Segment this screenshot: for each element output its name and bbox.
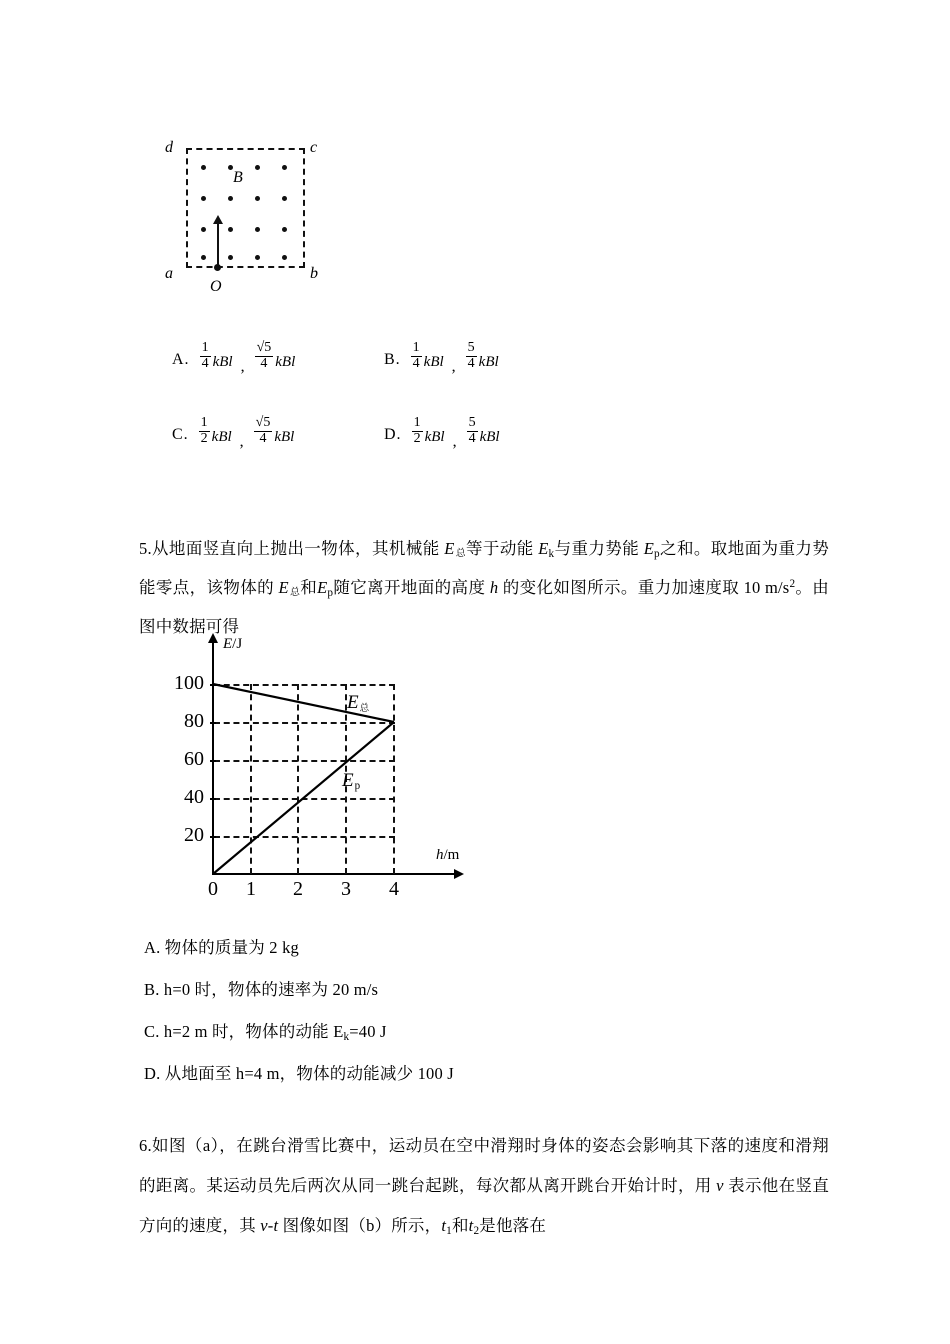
- option-D[interactable]: [384, 411, 500, 459]
- numerator: 1: [412, 339, 420, 355]
- chart-y-axis-label: E/J: [223, 636, 243, 652]
- symbol-E-total: E: [444, 539, 455, 558]
- corner-label-b: b: [310, 265, 318, 282]
- field-dot: [228, 227, 233, 232]
- question6-line-2: 的速度和滑翔的距离。某运动员先后两次从同一跳台起跳，每次都从离开跳台开始: [139, 1136, 830, 1195]
- option-D-fraction-2: [467, 416, 478, 446]
- symbol-E-k-subscript: k: [548, 548, 555, 561]
- numerator: 1: [413, 414, 421, 430]
- symbol-t1: t: [441, 1216, 447, 1235]
- option-D-separator: ,: [452, 433, 457, 450]
- option-D-letter: D.: [384, 426, 402, 443]
- symbol-E-total-2: E: [278, 578, 289, 597]
- symbol-E-total-subscript: 总: [455, 548, 467, 560]
- field-dot: [255, 255, 260, 260]
- field-dot: [282, 227, 287, 232]
- question6-stem: [139, 1126, 829, 1248]
- symbol-h: h: [489, 578, 499, 597]
- option-B-variable: h: [163, 980, 173, 999]
- question5-text-3: 与重力势能: [554, 539, 644, 558]
- option-C-fraction-2: [254, 416, 273, 446]
- series-label-E-p: Ep: [342, 770, 361, 793]
- question5-number: 5.: [139, 539, 152, 558]
- ytick-label-100: 100: [174, 672, 204, 694]
- option-C-text-mid: =2 m 时，物体的动能: [172, 1022, 334, 1041]
- numerator: √5: [256, 339, 272, 355]
- numerator: √5: [255, 414, 271, 430]
- option-B-unit-1: kBl: [423, 353, 444, 370]
- symbol-E-total-2-subscript: 总: [289, 587, 301, 599]
- question5-text-7: 的变化如图所示。重力加速度取 10 m/s: [498, 578, 790, 597]
- origin-point-marker: [214, 264, 221, 271]
- option-D-variable: h: [235, 1064, 245, 1083]
- option-A-text: 物体的质量为 2 kg: [160, 938, 299, 957]
- option-D-unit-1: kBl: [424, 428, 445, 445]
- field-dot: [282, 165, 287, 170]
- option-B-fraction-1: [411, 341, 422, 371]
- question5-option-D[interactable]: [144, 1064, 844, 1084]
- xtick-label-4: 4: [389, 878, 399, 900]
- option-B-unit-2: kBl: [478, 353, 499, 370]
- field-dot: [201, 165, 206, 170]
- corner-label-c: c: [310, 139, 318, 156]
- option-A[interactable]: [172, 336, 295, 384]
- question5-text-1: 从地面竖直向上抛出一物体，其机械能: [151, 539, 445, 558]
- option-C[interactable]: [172, 411, 294, 459]
- option-A-letter: A.: [172, 351, 190, 368]
- symbol-E-p-2-subscript: p: [327, 587, 334, 600]
- symbol-t2: t: [468, 1216, 474, 1235]
- series-label-E-total: E总: [347, 692, 370, 715]
- question5-option-C[interactable]: [144, 1022, 844, 1044]
- question6-line-3-part-5: 是他落在: [479, 1216, 547, 1235]
- denominator: 4: [412, 355, 420, 371]
- series-line-E-p: [213, 722, 394, 874]
- field-label-B: B: [233, 169, 243, 186]
- option-C-unit-2: kBl: [274, 428, 295, 445]
- corner-label-a: a: [165, 265, 173, 282]
- option-C-letter: C.: [172, 426, 189, 443]
- field-dot: [201, 227, 206, 232]
- option-C-fraction-1: [199, 416, 210, 446]
- numerator: 1: [200, 414, 208, 430]
- velocity-arrow-icon: [217, 223, 219, 268]
- option-D-letter: D.: [144, 1064, 161, 1083]
- ytick-label-80: 80: [184, 710, 204, 732]
- figure-magnetic-field: [160, 133, 360, 298]
- field-dot: [201, 196, 206, 201]
- question6-number: 6.: [139, 1136, 152, 1155]
- question5-stem: [139, 531, 829, 645]
- option-B-letter: B.: [144, 980, 160, 999]
- question4-options-row-2: [172, 411, 872, 459]
- option-A-fraction-2: [255, 341, 274, 371]
- question5-text-5: 和: [300, 578, 318, 597]
- option-A-letter: A.: [144, 938, 161, 957]
- option-B-text: =0 时，物体的速率为 20 m/s: [172, 980, 379, 999]
- option-C-letter: C.: [144, 1022, 160, 1041]
- numerator: 5: [468, 414, 476, 430]
- field-dot: [201, 255, 206, 260]
- field-dot: [255, 227, 260, 232]
- option-C-symbol-E: E: [333, 1022, 344, 1041]
- chart-x-axis-label: h/m: [436, 847, 460, 863]
- field-dot: [228, 196, 233, 201]
- option-D-text-end: =4 m，物体的动能减少 100 J: [244, 1064, 454, 1083]
- symbol-E-p-2: E: [317, 578, 328, 597]
- denominator: 4: [201, 355, 209, 371]
- option-D-fraction-1: [412, 416, 423, 446]
- denominator: 2: [200, 430, 208, 446]
- denominator: 4: [260, 355, 268, 371]
- ytick-label-20: 20: [184, 824, 204, 846]
- symbol-t2-subscript: 2: [473, 1225, 480, 1238]
- xtick-label-3: 3: [341, 878, 351, 900]
- denominator: 4: [259, 430, 267, 446]
- field-dot: [282, 255, 287, 260]
- question6-line-3-part-2: 表示他在竖直方向的速度，其: [139, 1176, 830, 1235]
- chart-series-lines: [190, 630, 480, 900]
- question5-text-8: 。由图中数据可得: [139, 578, 830, 636]
- question5-option-B[interactable]: [144, 980, 844, 1000]
- option-B-letter: B.: [384, 351, 401, 368]
- xtick-label-1: 1: [246, 878, 256, 900]
- option-B-separator: ,: [451, 358, 456, 375]
- numerator: 5: [467, 339, 475, 355]
- question6-line-1: 如图（a），在跳台滑雪比赛中，运动员在空中滑翔时身体的姿态会影响其下落: [151, 1136, 728, 1155]
- question6-line-3-part-3: 图像如图（b）所示，: [278, 1216, 442, 1235]
- field-dot: [228, 255, 233, 260]
- chart-energy-vs-height: [174, 630, 480, 900]
- ytick-label-40: 40: [184, 786, 204, 808]
- symbol-E-p-subscript: p: [654, 548, 660, 561]
- numerator: 1: [201, 339, 209, 355]
- question5-exponent: 2: [789, 578, 796, 591]
- option-C-symbol-E-subscript: k: [343, 1031, 350, 1044]
- option-A-unit-1: kBl: [212, 353, 233, 370]
- question6-line-3-part-4: 和: [451, 1216, 469, 1235]
- option-D-unit-2: kBl: [479, 428, 500, 445]
- ytick-label-60: 60: [184, 748, 204, 770]
- field-dot: [255, 196, 260, 201]
- question5-text-2: 等于动能: [466, 539, 539, 558]
- question6-line-3-part-1: 计时，用: [644, 1176, 717, 1195]
- symbol-E-p: E: [643, 539, 654, 558]
- origin-label-O: O: [210, 278, 222, 295]
- option-B[interactable]: [384, 336, 499, 384]
- xtick-label-0: 0: [208, 878, 218, 900]
- option-A-unit-2: kBl: [275, 353, 296, 370]
- symbol-v-t: v-t: [260, 1216, 279, 1235]
- option-C-separator: ,: [239, 433, 244, 450]
- question4-options-row-1: [172, 336, 872, 384]
- symbol-t1-subscript: 1: [446, 1225, 452, 1238]
- option-B-fraction-2: [466, 341, 477, 371]
- denominator: 2: [413, 430, 421, 446]
- option-C-unit-1: kBl: [211, 428, 232, 445]
- denominator: 4: [467, 355, 475, 371]
- symbol-v: v: [716, 1176, 724, 1195]
- corner-label-d: d: [165, 139, 173, 156]
- question5-option-A[interactable]: [144, 938, 844, 958]
- option-A-separator: ,: [240, 358, 245, 375]
- option-D-text-pre: 从地面至: [160, 1064, 236, 1083]
- symbol-E-k: E: [538, 539, 549, 558]
- field-dot: [255, 165, 260, 170]
- field-dot: [282, 196, 287, 201]
- denominator: 4: [468, 430, 476, 446]
- option-C-text-end: =40 J: [349, 1022, 387, 1041]
- xtick-label-2: 2: [293, 878, 303, 900]
- option-A-fraction-1: [200, 341, 211, 371]
- question5-text-6: 随它离开地面的高度: [333, 578, 490, 597]
- question5-text-4: 之和。取地面为重力势能零点，该物体的: [139, 539, 830, 597]
- option-C-variable: h: [163, 1022, 173, 1041]
